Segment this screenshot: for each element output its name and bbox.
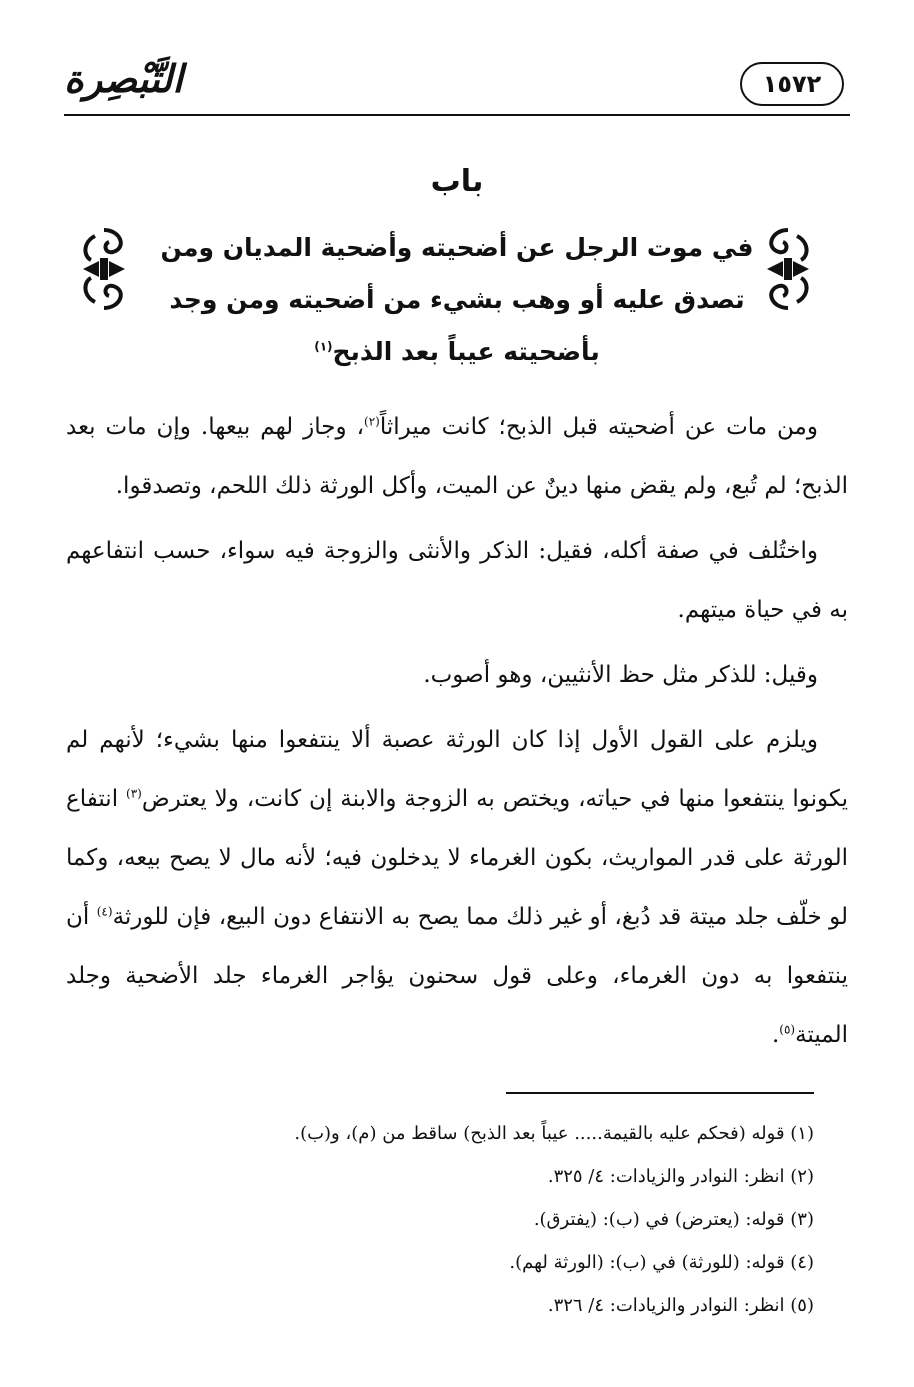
page-header <box>64 48 850 120</box>
paragraph-1-part-b: ، وجاز لهم بيعها. وإن مات بعد الذبح؛ لم تُبع، ولم يقض منها دينٌ عن الميت، وأكل الورثة ذلك اللحم، وتصدقوا. <box>66 414 848 499</box>
footnote-marker-1: (١) <box>314 339 333 354</box>
header-divider <box>64 114 850 116</box>
footnote-3: (٣) قوله: (يعترض) في (ب): (يفترق). <box>533 1209 814 1230</box>
chapter-title-line-2: تصدق عليه أو وهب بشيء من أضحيته ومن وجد <box>169 285 745 314</box>
paragraph-3: وقيل: للذكر مثل حظ الأنثيين، وهو أصوب. <box>423 662 818 688</box>
chapter-title-line-1: في موت الرجل عن أضحيته وأضحية المديان ومن <box>160 233 754 262</box>
footnote-marker-5: (٥) <box>779 1022 796 1037</box>
paragraph-4 <box>66 711 848 1065</box>
footnotes <box>100 1112 814 1327</box>
paragraph-1-part-a: ومن مات عن أضحيته قبل الذبح؛ كانت ميراثاً <box>379 414 818 440</box>
book-title: التَّبْصِرة <box>64 56 183 101</box>
chapter-label: باب <box>430 164 484 199</box>
paragraph-4-part-b: انتفاع الورثة على قدر المواريث، بكون الغرماء لا يدخلون فيه؛ لأنه مال لا يصح بيعه، وكما لو خلّف جلد ميتة قد دُبغ، أو غير ذلك مما يصح به الانتفاع دون البيع، فإن للورثة <box>66 786 849 930</box>
footnote-divider <box>506 1092 814 1094</box>
body-text <box>66 398 848 1071</box>
page-number-badge <box>740 62 844 106</box>
footnote-marker-3: (٣) <box>126 786 142 801</box>
chapter-title-line-3 <box>160 326 754 378</box>
footnote-4: (٤) قوله: (للورثة) في (ب): (الورثة لهم). <box>509 1252 814 1273</box>
footnote-marker-2: (٢) <box>364 414 380 429</box>
page-number: ١٥٧٢ <box>762 70 822 98</box>
paragraph-2: واختُلف في صفة أكله، فقيل: الذكر والأنثى والزوجة فيه سواء، حسب انتفاعهم به في حياة ميتهم. <box>66 538 848 623</box>
paragraph-1 <box>66 398 848 516</box>
footnote-5: (٥) انظر: النوادر والزيادات: ٤/ ٣٢٦. <box>547 1295 814 1316</box>
chapter-title-text-3: بأضحيته عيباً بعد الذبح <box>332 337 600 366</box>
paragraph-4-part-c: أن ينتفعوا به دون الغرماء، وعلى قول سحنون يؤاجر الغرماء جلد الأضحية وجلد الميتة <box>66 904 848 1048</box>
footnote-marker-4: (٤) <box>96 904 113 919</box>
floral-ornament-left-icon <box>73 226 135 312</box>
chapter-title <box>160 222 754 378</box>
footnote-1: (١) قوله (فحكم عليه بالقيمة..... عيباً بعد الذبح) ساقط من (م)، و(ب). <box>294 1123 814 1144</box>
paragraph-4-part-d: . <box>771 1022 780 1048</box>
floral-ornament-right-icon <box>757 226 819 312</box>
paragraph-4-part-a: ويلزم على القول الأول إذا كان الورثة عصبة ألا ينتفعوا منها بشيء؛ لأنهم لم يكونوا ينتفعوا منها في حياته، ويختص به الزوجة والابنة إن كانت، ولا يعترض <box>66 727 848 812</box>
footnote-2: (٢) انظر: النوادر والزيادات: ٤/ ٣٢٥. <box>547 1166 814 1187</box>
